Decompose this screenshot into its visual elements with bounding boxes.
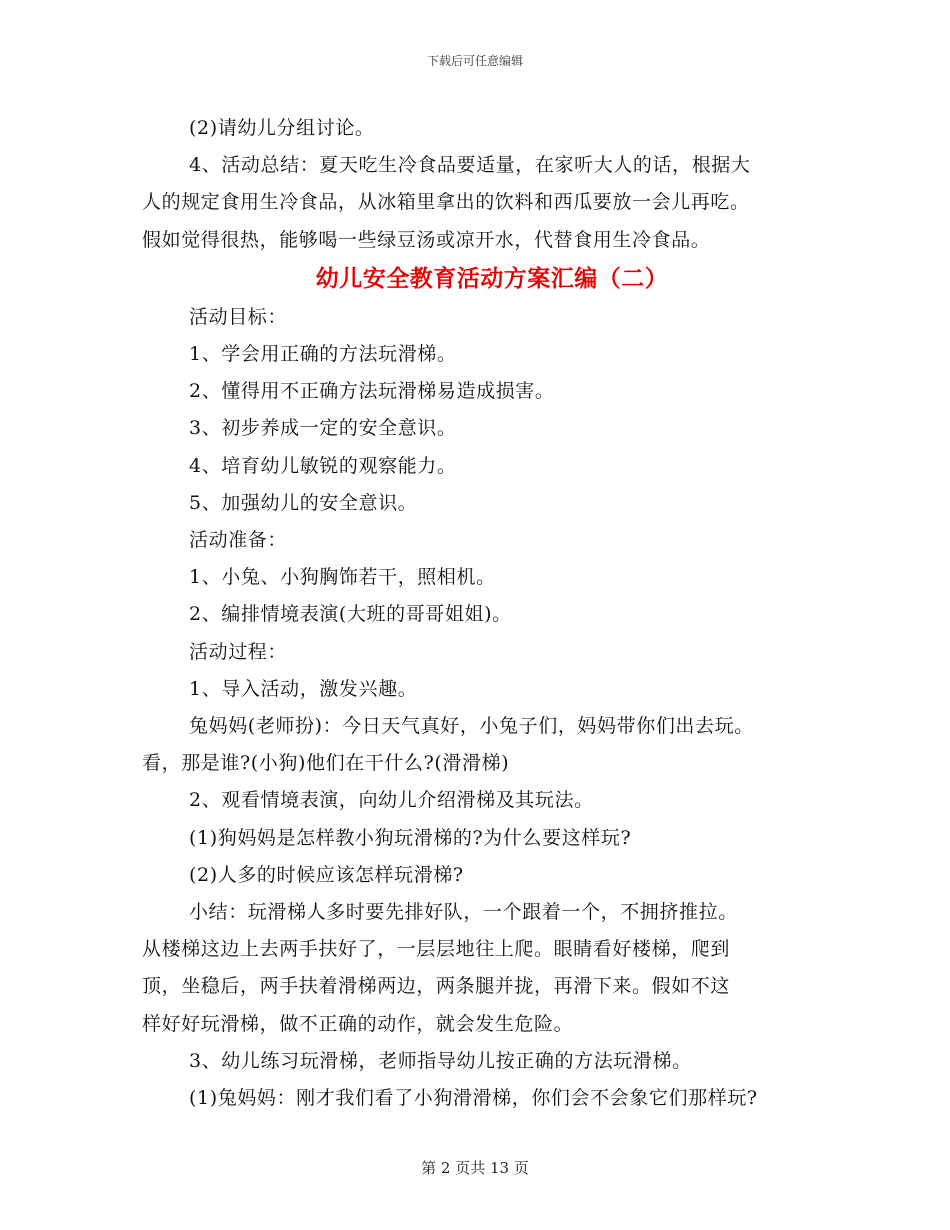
list-item: (2)人多的时候应该怎样玩滑梯?	[189, 863, 464, 886]
document-body	[142, 110, 822, 1117]
list-item: 4、培育幼儿敏锐的观察能力。	[189, 454, 457, 477]
list-item: 3、初步养成一定的安全意识。	[189, 417, 457, 440]
paragraph-line: 4、活动总结：夏天吃生冷食品要适量，在家听大人的话，根据大	[189, 154, 751, 177]
page-footer: 第 2 页共 13 页	[421, 1159, 529, 1177]
list-item: (1)兔妈妈：刚才我们看了小狗滑滑梯，你们会不会象它们那样玩?	[189, 1087, 758, 1110]
paragraph-line: 顶，坐稳后，两手扶着滑梯两边，两条腿并拢，再滑下来。假如不这	[142, 975, 731, 998]
paragraph-line: 样好好玩滑梯，做不正确的动作，就会发生危险。	[142, 1012, 574, 1035]
list-item: 2、编排情境表演(大班的哥哥姐姐)。	[189, 603, 512, 626]
paragraph-line: 从楼梯这边上去两手扶好了，一层层地往上爬。眼睛看好楼梯，爬到	[142, 938, 731, 961]
list-item: 5、加强幼儿的安全意识。	[189, 491, 418, 514]
paragraph-line: 看，那是谁?(小狗)他们在干什么?(滑滑梯)	[142, 752, 510, 775]
paragraph-line: 假如觉得很热，能够喝一些绿豆汤或凉开水，代替食用生冷食品。	[142, 228, 711, 251]
list-item: 2、懂得用不正确方法玩滑梯易造成损害。	[189, 380, 555, 403]
heading-preparation: 活动准备：	[189, 529, 288, 552]
list-item: (1)狗妈妈是怎样教小狗玩滑梯的?为什么要这样玩?	[189, 826, 632, 849]
paragraph-line: (2)请幼儿分组讨论。	[189, 117, 375, 139]
section-title: 幼儿安全教育活动方案汇编（二）	[315, 264, 669, 292]
list-item: 1、学会用正确的方法玩滑梯。	[189, 343, 457, 366]
paragraph-line: 小结：玩滑梯人多时要先排好队，一个跟着一个，不拥挤推拉。	[189, 901, 738, 924]
paragraph-line: 人的规定食用生冷食品，从冰箱里拿出的饮料和西瓜要放一会儿再吃。	[142, 191, 750, 214]
heading-goals: 活动目标：	[189, 305, 288, 328]
heading-process: 活动过程：	[189, 640, 288, 663]
page-header: 下载后可任意编辑	[426, 54, 523, 68]
list-item: 1、导入活动，激发兴趣。	[189, 677, 418, 700]
list-item: 1、小兔、小狗胸饰若干，照相机。	[189, 566, 496, 589]
paragraph-line: 兔妈妈(老师扮)：今日天气真好，小兔子们，妈妈带你们出去玩。	[189, 715, 754, 738]
list-item: 2、观看情境表演，向幼儿介绍滑梯及其玩法。	[189, 789, 594, 812]
list-item: 3、幼儿练习玩滑梯，老师指导幼儿按正确的方法玩滑梯。	[189, 1049, 692, 1072]
